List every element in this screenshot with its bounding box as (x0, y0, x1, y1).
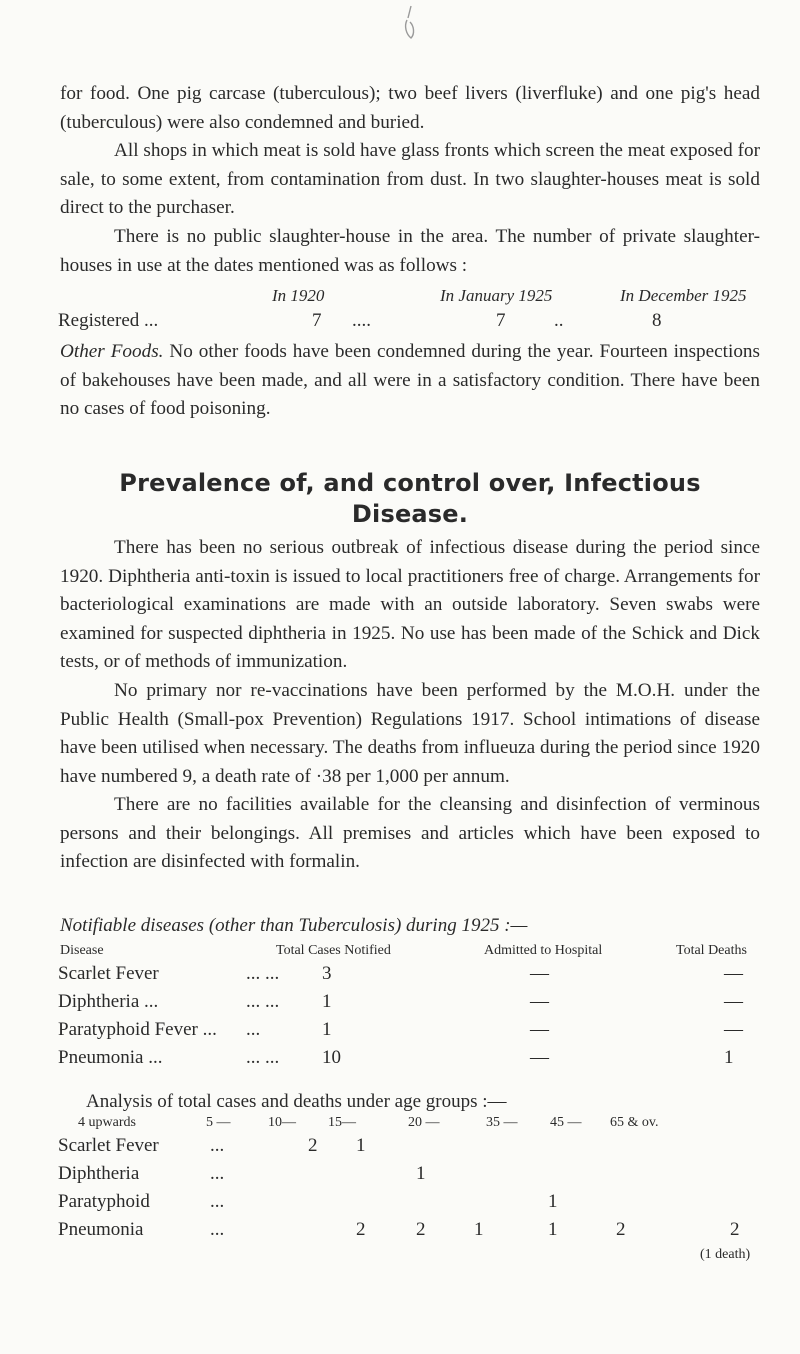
analysis-cell: 2 (308, 1135, 318, 1157)
analysis-disease: Scarlet Fever (58, 1135, 159, 1157)
paragraph-food-condemned: for food. One pig carcase (tuberculous); two beef livers (liverfluke) and one pig's head (tuberculous) were also condemned and buried. (60, 83, 760, 133)
dots: .... (352, 310, 371, 332)
analysis-row (60, 1191, 760, 1219)
analysis-cell: 1 (356, 1135, 366, 1157)
notifiable-cell-deaths: 1 (724, 1047, 734, 1069)
slaughter-table-row (60, 310, 760, 338)
notifiable-cell-deaths: — (724, 963, 743, 985)
age-group-header (60, 1115, 760, 1135)
notifiable-cell-name: Scarlet Fever (58, 963, 159, 985)
header-jan-1925: In January 1925 (440, 286, 553, 306)
analysis-dots: ... (210, 1219, 225, 1241)
notifiable-cell-dots: ... ... (246, 963, 280, 985)
notifiable-cell-dots: ... (246, 1019, 261, 1041)
col-admitted: Admitted to Hospital (484, 943, 603, 959)
age-group-label: 45 — (550, 1115, 582, 1131)
notifiable-cell-cases: 10 (322, 1047, 341, 1069)
paragraph-disinfection: There are no facilities available for the cleansing and disinfection of verminous persons and their belongings. All premises and articles which have been exposed to infection are disinfected with formalin. (60, 794, 760, 873)
age-group-label: 20 — (408, 1115, 440, 1131)
pencil-mark (402, 4, 418, 44)
age-group-label: 15— (328, 1115, 356, 1131)
age-group-label: 10— (268, 1115, 296, 1131)
analysis-cell: 2 (616, 1219, 626, 1241)
analysis-dots: ... (210, 1191, 225, 1213)
analysis-cell: 1 (416, 1163, 426, 1185)
notifiable-cell-cases: 1 (322, 1019, 332, 1041)
notifiable-cell-admitted: — (530, 1019, 549, 1041)
analysis-cell: 1 (548, 1219, 558, 1241)
notifiable-cell-name: Paratyphoid Fever ... (58, 1019, 217, 1041)
notifiable-cell-cases: 3 (322, 963, 332, 985)
analysis-dots: ... (210, 1163, 225, 1185)
document-page (58, 80, 760, 1263)
other-foods-lead: Other Foods. (60, 341, 164, 363)
analysis-cell: 1 (548, 1191, 558, 1213)
analysis-title: Analysis of total cases and deaths under age groups :— (86, 1091, 507, 1113)
analysis-disease: Diphtheria (58, 1163, 140, 1185)
notifiable-cell-admitted: — (530, 991, 549, 1013)
notifiable-cell-name: Pneumonia ... (58, 1047, 163, 1069)
analysis-cell: 1 (474, 1219, 484, 1241)
analysis-cell: 2 (730, 1219, 740, 1241)
value-dec-1925: 8 (652, 310, 662, 332)
age-group-label: 35 — (486, 1115, 518, 1131)
notifiable-row (60, 991, 760, 1019)
notifiable-cell-cases: 1 (322, 991, 332, 1013)
header-dec-1925: In December 1925 (620, 286, 747, 306)
notifiable-row (60, 1019, 760, 1047)
row-label: Registered ... (58, 310, 159, 332)
analysis-row (60, 1219, 760, 1247)
notifiable-cell-deaths: — (724, 1019, 743, 1041)
analysis-cell: 2 (356, 1219, 366, 1241)
value-jan-1925: 7 (496, 310, 506, 332)
paragraph-shops: All shops in which meat is sold have glass fronts which screen the meat exposed for sale, to some extent, from contamination from dust. In two slaughter-houses meat is sold direct to the purchaser. (60, 140, 760, 219)
col-disease: Disease (60, 943, 104, 959)
notifiable-table-header (60, 943, 760, 963)
col-deaths: Total Deaths (676, 943, 747, 959)
notifiable-row (60, 963, 760, 991)
dots: .. (554, 310, 564, 332)
analysis-row (60, 1135, 760, 1163)
col-total-cases: Total Cases Notified (276, 943, 391, 959)
analysis-disease: Pneumonia (58, 1219, 144, 1241)
slaughter-table-header (60, 286, 760, 310)
notifiable-cell-deaths: — (724, 991, 743, 1013)
age-group-label: 4 upwards (78, 1115, 136, 1131)
analysis-disease: Paratyphoid (58, 1191, 150, 1213)
paragraph-infectious-disease: There has been no serious outbreak of infectious disease during the period since 1920. Diphtheria anti-toxin is issued to local practitioners free of charge. Arrangements for bacteriological examinations are made with an outside laboratory. Seven swabs were examined for suspected diphtheria in 1925. No use has been made of the Schick and Dick tests, or of methods of immunization. (60, 536, 760, 673)
notifiable-cell-dots: ... ... (246, 991, 280, 1013)
analysis-cell: 2 (416, 1219, 426, 1241)
death-note: (1 death) (700, 1247, 751, 1263)
other-foods-text: No other foods have been condemned during the year. Fourteen inspections of bakehouses have been made, and all were in a satisfactory condition. There have been no cases of food poisoning. (60, 341, 760, 420)
header-1920: In 1920 (272, 286, 325, 306)
age-group-label: 65 & ov. (610, 1115, 659, 1131)
notifiable-row (60, 1047, 760, 1075)
analysis-row (60, 1163, 760, 1191)
notifiable-cell-dots: ... ... (246, 1047, 280, 1069)
notifiable-cell-admitted: — (530, 1047, 549, 1069)
section-heading: Prevalence of, and control over, Infectious Disease. (119, 468, 701, 528)
value-1920: 7 (312, 310, 322, 332)
paragraph-other-foods (60, 338, 760, 424)
notifiable-cell-name: Diphtheria ... (58, 991, 159, 1013)
paragraph-slaughter-houses: There is no public slaughter-house in the area. The number of private slaughter-houses in use at the dates mentioned was as follows : (60, 225, 760, 276)
paragraph-vaccinations: No primary nor re-vaccinations have been performed by the M.O.H. under the Public Health (Small-pox Prevention) Regulations 1917. School intimations of disease have been utilised when necessary. The deaths from influeuza during the period since 1920 have numbered 9, a death rate of ·38 per 1,000 per annum. (60, 679, 760, 787)
analysis-dots: ... (210, 1135, 225, 1157)
notifiable-table-title: Notifiable diseases (other than Tuberculosis) during 1925 :— (60, 915, 528, 937)
notifiable-cell-admitted: — (530, 963, 549, 985)
age-group-label: 5 — (206, 1115, 231, 1131)
